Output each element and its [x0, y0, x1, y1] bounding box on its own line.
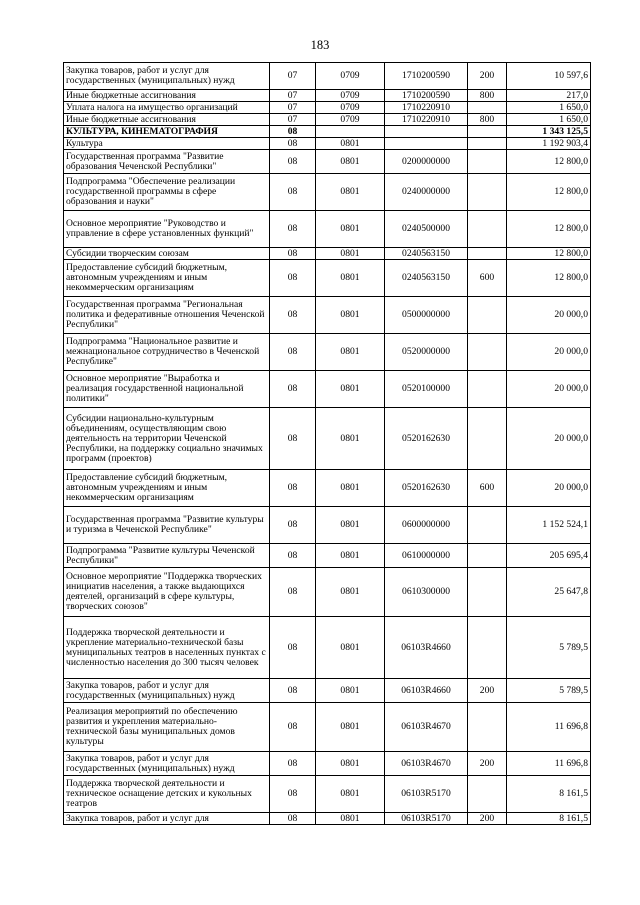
row-section-code: 08: [270, 568, 316, 617]
row-expense-type: [468, 297, 507, 334]
table-row: [64, 297, 591, 334]
row-section-code: 08: [270, 544, 316, 568]
row-expense-type: [468, 126, 507, 138]
row-subsection-code: 0801: [316, 679, 385, 703]
row-section-code: 08: [270, 174, 316, 211]
row-subsection-code: 0801: [316, 371, 385, 408]
row-amount: 20 000,0: [507, 297, 591, 334]
row-subsection-code: 0801: [316, 174, 385, 211]
row-target-article: 0520000000: [385, 334, 468, 371]
row-target-article: 0500000000: [385, 297, 468, 334]
row-name: Государственная программа "Развитие культуры и туризма в Чеченской Республике": [64, 507, 270, 544]
row-name: Закупка товаров, работ и услуг для: [64, 813, 270, 825]
table-row: [64, 617, 591, 679]
row-section-code: 07: [270, 114, 316, 126]
table-row: [64, 102, 591, 114]
row-target-article: 1710220910: [385, 114, 468, 126]
table-row: [64, 568, 591, 617]
table-row: [64, 544, 591, 568]
row-subsection-code: [316, 126, 385, 138]
row-subsection-code: 0801: [316, 334, 385, 371]
row-subsection-code: 0801: [316, 544, 385, 568]
row-amount: 12 800,0: [507, 150, 591, 174]
row-amount: 20 000,0: [507, 371, 591, 408]
row-amount: 8 161,5: [507, 776, 591, 813]
row-section-code: 08: [270, 260, 316, 297]
row-target-article: 06103R4660: [385, 617, 468, 679]
row-name: Закупка товаров, работ и услуг для государственных (муниципальных) нужд: [64, 752, 270, 776]
row-target-article: 0240500000: [385, 211, 468, 248]
row-name: Поддержка творческой деятельности и укрепление материально-технической базы муниципальных театров в населенных пунктах с численностью населения до 300 тысяч человек: [64, 617, 270, 679]
row-subsection-code: 0801: [316, 568, 385, 617]
row-expense-type: [468, 334, 507, 371]
row-amount: 12 800,0: [507, 211, 591, 248]
row-name: Иные бюджетные ассигнования: [64, 90, 270, 102]
row-amount: 1 152 524,1: [507, 507, 591, 544]
row-section-code: 07: [270, 63, 316, 90]
row-section-code: 08: [270, 813, 316, 825]
row-target-article: 06103R5170: [385, 813, 468, 825]
row-name: Подпрограмма "Развитие культуры Чеченской Республики": [64, 544, 270, 568]
row-expense-type: 800: [468, 90, 507, 102]
row-expense-type: [468, 174, 507, 211]
row-name: Уплата налога на имущество организаций: [64, 102, 270, 114]
table-row: [64, 211, 591, 248]
row-amount: 1 192 903,4: [507, 138, 591, 150]
row-expense-type: [468, 617, 507, 679]
row-amount: 12 800,0: [507, 248, 591, 260]
row-target-article: 06103R4670: [385, 703, 468, 752]
row-amount: 8 161,5: [507, 813, 591, 825]
row-amount: 1 650,0: [507, 102, 591, 114]
row-name: Основное мероприятие "Выработка и реализация государственной национальной политики": [64, 371, 270, 408]
row-name: Государственная программа "Развитие образования Чеченской Республики": [64, 150, 270, 174]
row-amount: 1 343 125,5: [507, 126, 591, 138]
row-expense-type: [468, 703, 507, 752]
row-subsection-code: 0801: [316, 138, 385, 150]
row-name: Основное мероприятие "Поддержка творческих инициатив населения, а также выдающихся деятелей, организаций в сфере культуры, творческих союзов": [64, 568, 270, 617]
row-name: Культура: [64, 138, 270, 150]
row-target-article: 0200000000: [385, 150, 468, 174]
row-section-code: 08: [270, 470, 316, 507]
row-section-code: 08: [270, 248, 316, 260]
row-target-article: 0240563150: [385, 248, 468, 260]
row-amount: 12 800,0: [507, 174, 591, 211]
row-subsection-code: 0801: [316, 297, 385, 334]
row-amount: 20 000,0: [507, 470, 591, 507]
row-target-article: 06103R4660: [385, 679, 468, 703]
row-subsection-code: 0801: [316, 617, 385, 679]
row-name: Субсидии национально-культурным объединениям, осуществляющим свою деятельность на территории Чеченской Республики, на поддержку социально значимых программ (проектов): [64, 408, 270, 470]
table-row: [64, 248, 591, 260]
table-row: [64, 703, 591, 752]
table-row: [64, 371, 591, 408]
table-row: [64, 138, 591, 150]
row-section-code: 08: [270, 371, 316, 408]
row-expense-type: 200: [468, 63, 507, 90]
row-target-article: 0610000000: [385, 544, 468, 568]
row-subsection-code: 0801: [316, 150, 385, 174]
table-row: [64, 752, 591, 776]
table-row: [64, 334, 591, 371]
row-expense-type: [468, 568, 507, 617]
row-target-article: [385, 126, 468, 138]
table-row: [64, 776, 591, 813]
row-subsection-code: 0801: [316, 752, 385, 776]
table-row: [64, 174, 591, 211]
row-expense-type: [468, 248, 507, 260]
table-row: [64, 679, 591, 703]
row-section-code: 08: [270, 507, 316, 544]
row-amount: 11 696,8: [507, 752, 591, 776]
row-name: Предоставление субсидий бюджетным, автономным учреждениям и иным некоммерческим организациям: [64, 260, 270, 297]
row-target-article: 0610300000: [385, 568, 468, 617]
row-section-code: 08: [270, 703, 316, 752]
row-target-article: 1710200590: [385, 90, 468, 102]
row-name: Закупка товаров, работ и услуг для государственных (муниципальных) нужд: [64, 63, 270, 90]
row-expense-type: [468, 408, 507, 470]
row-subsection-code: 0709: [316, 114, 385, 126]
row-name: Субсидии творческим союзам: [64, 248, 270, 260]
row-subsection-code: 0709: [316, 90, 385, 102]
row-amount: 20 000,0: [507, 408, 591, 470]
table-row: [64, 114, 591, 126]
row-section-code: 08: [270, 126, 316, 138]
row-name: Подпрограмма "Национальное развитие и межнациональное сотрудничество в Чеченской Республике": [64, 334, 270, 371]
row-expense-type: 200: [468, 679, 507, 703]
row-name: Государственная программа "Региональная политика и федеративные отношения Чеченской Республики": [64, 297, 270, 334]
row-target-article: 06103R4670: [385, 752, 468, 776]
row-target-article: 1710200590: [385, 63, 468, 90]
row-expense-type: [468, 544, 507, 568]
row-target-article: [385, 138, 468, 150]
row-section-code: 08: [270, 211, 316, 248]
row-expense-type: 600: [468, 260, 507, 297]
row-section-code: 08: [270, 408, 316, 470]
row-amount: 1 650,0: [507, 114, 591, 126]
row-target-article: 0520162630: [385, 470, 468, 507]
table-row: [64, 507, 591, 544]
row-expense-type: 200: [468, 813, 507, 825]
row-section-code: 08: [270, 150, 316, 174]
row-subsection-code: 0801: [316, 408, 385, 470]
row-subsection-code: 0801: [316, 470, 385, 507]
row-target-article: 0520162630: [385, 408, 468, 470]
page-number: 183: [310, 38, 330, 52]
row-amount: 12 800,0: [507, 260, 591, 297]
row-target-article: 0600000000: [385, 507, 468, 544]
table-row: [64, 408, 591, 470]
row-expense-type: 200: [468, 752, 507, 776]
table-row: [64, 126, 591, 138]
row-name: Предоставление субсидий бюджетным, автономным учреждениям и иным некоммерческим организациям: [64, 470, 270, 507]
row-target-article: 0240000000: [385, 174, 468, 211]
row-expense-type: [468, 150, 507, 174]
row-target-article: 06103R5170: [385, 776, 468, 813]
row-name: КУЛЬТУРА, КИНЕМАТОГРАФИЯ: [64, 126, 270, 138]
row-amount: 25 647,8: [507, 568, 591, 617]
row-subsection-code: 0801: [316, 211, 385, 248]
row-section-code: 08: [270, 138, 316, 150]
row-name: Основное мероприятие "Руководство и управление в сфере установленных функций": [64, 211, 270, 248]
row-target-article: 0240563150: [385, 260, 468, 297]
row-subsection-code: 0709: [316, 102, 385, 114]
row-name: Закупка товаров, работ и услуг для государственных (муниципальных) нужд: [64, 679, 270, 703]
row-name: Поддержка творческой деятельности и техническое оснащение детских и кукольных театров: [64, 776, 270, 813]
row-name: Подпрограмма "Обеспечение реализации государственной программы в сфере образования и науки": [64, 174, 270, 211]
row-subsection-code: 0801: [316, 703, 385, 752]
row-expense-type: [468, 102, 507, 114]
row-expense-type: [468, 371, 507, 408]
table-row: [64, 150, 591, 174]
row-subsection-code: 0801: [316, 260, 385, 297]
row-amount: 205 695,4: [507, 544, 591, 568]
row-amount: 10 597,6: [507, 63, 591, 90]
table-row: [64, 470, 591, 507]
row-section-code: 08: [270, 679, 316, 703]
row-expense-type: [468, 507, 507, 544]
row-expense-type: 800: [468, 114, 507, 126]
row-subsection-code: 0801: [316, 813, 385, 825]
row-name: Иные бюджетные ассигнования: [64, 114, 270, 126]
row-amount: 20 000,0: [507, 334, 591, 371]
row-expense-type: [468, 211, 507, 248]
row-section-code: 08: [270, 334, 316, 371]
row-amount: 5 789,5: [507, 617, 591, 679]
row-expense-type: [468, 138, 507, 150]
budget-table: [63, 62, 591, 825]
row-amount: 11 696,8: [507, 703, 591, 752]
table-row: [64, 260, 591, 297]
row-section-code: 08: [270, 617, 316, 679]
row-target-article: 0520100000: [385, 371, 468, 408]
row-expense-type: 600: [468, 470, 507, 507]
table-row: [64, 90, 591, 102]
row-subsection-code: 0801: [316, 248, 385, 260]
row-section-code: 08: [270, 297, 316, 334]
row-section-code: 08: [270, 752, 316, 776]
row-section-code: 07: [270, 90, 316, 102]
row-target-article: 1710220910: [385, 102, 468, 114]
row-subsection-code: 0709: [316, 63, 385, 90]
row-subsection-code: 0801: [316, 776, 385, 813]
table-row: [64, 63, 591, 90]
row-subsection-code: 0801: [316, 507, 385, 544]
table-row: [64, 813, 591, 825]
row-section-code: 07: [270, 102, 316, 114]
row-expense-type: [468, 776, 507, 813]
row-name: Реализация мероприятий по обеспечению развития и укрепления материально-технической базы муниципальных домов культуры: [64, 703, 270, 752]
row-amount: 217,0: [507, 90, 591, 102]
row-section-code: 08: [270, 776, 316, 813]
row-amount: 5 789,5: [507, 679, 591, 703]
